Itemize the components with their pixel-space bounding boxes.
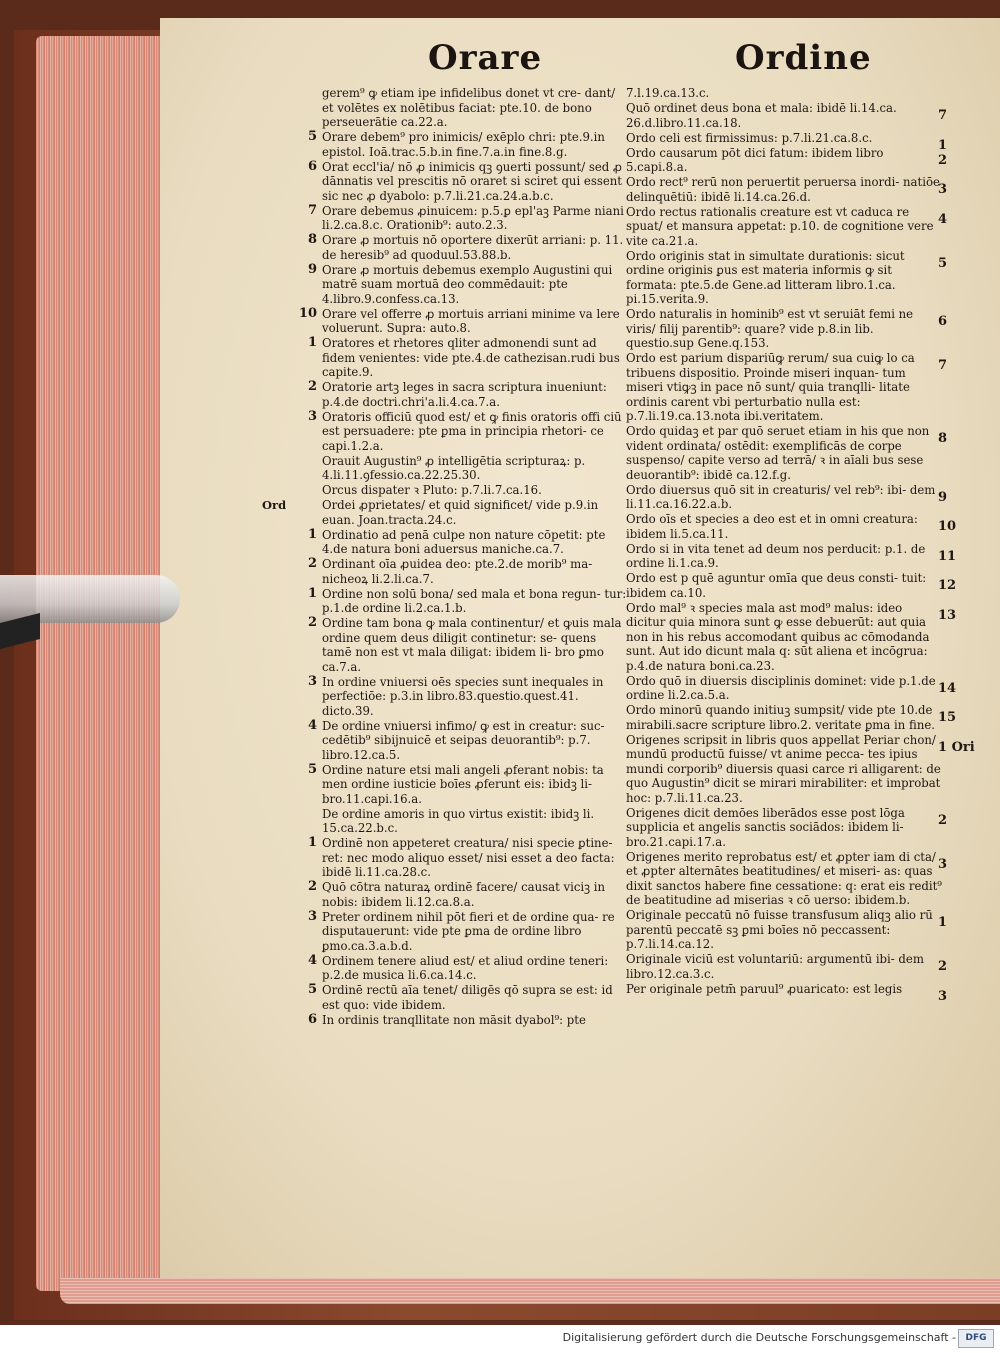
index-entry bbox=[262, 336, 627, 380]
index-entry bbox=[626, 732, 975, 806]
index-entry bbox=[626, 483, 946, 512]
entry-text: Ordo est p quē aguntur omīa que deus consti‑ tuit: ibidem ca.10. bbox=[626, 571, 927, 600]
entry-text: Ordei ꝓprietates/ et quid significet/ vide p.9.in euan. Joan.tracta.24.c. bbox=[322, 498, 599, 527]
entry-text: In ordine vniuersi oēs species sunt inequales in perfectiōe: p.3.in libro.83.questio.quest.41. dicto.39. bbox=[322, 674, 604, 718]
entry-number: 7 bbox=[307, 202, 317, 218]
entry-text: Orcus dispater ꝛ Pluto: p.7.li.7.ca.16. bbox=[322, 483, 542, 497]
entry-number: 7 bbox=[938, 358, 948, 373]
entry-text: Orare ꝓ mortuis nō oportere dixerūt arriani: p. 11. de heresib⁹ ad quoduul.53.88.b. bbox=[322, 233, 624, 262]
entry-text: Ordinē non appeteret creatura/ nisi specie ꝑtine‑ ret: nec modo aliquo esset/ nisi esset a deo facta: ibidē li.11.ca.28.c. bbox=[322, 836, 615, 879]
entry-number: 1 bbox=[938, 915, 948, 930]
index-entry bbox=[262, 836, 627, 880]
entry-text: Orat eccl'ia/ nō ꝓ inimicis qꝫ ꝯuerti possunt/ sed ꝓ dānnatis vel prescitis nō oraret si sciret qui essent sic nec ꝓ dyabolo: p.7.li.21.ca.24.a.b.c. bbox=[322, 159, 623, 203]
entry-text: Orare debem⁹ pro inimicis/ exēplo chri: pte.9.in epistol. Ioā.trac.5.b.in fine.7.a.in fine.8.g. bbox=[322, 130, 605, 159]
index-entry bbox=[626, 205, 946, 249]
index-entry bbox=[626, 307, 946, 351]
entry-number: 1 bbox=[307, 585, 317, 601]
index-entry bbox=[626, 703, 957, 732]
running-head-right: Ordine bbox=[735, 38, 872, 78]
entry-number: 9 bbox=[938, 489, 948, 505]
index-entry bbox=[262, 1013, 627, 1028]
entry-number: 5 bbox=[307, 761, 317, 777]
entry-text: Originale peccatū nō fuisse transfusum aliqꝫ alio rū parentū peccatē sꝫ ꝑmi boīes nō peccassent: p.7.li.14.ca.12. bbox=[626, 908, 933, 951]
index-entry bbox=[626, 981, 948, 1004]
entry-text: Ordo oīs et species a deo est et in omni creatura: ibidem li.5.ca.11. bbox=[626, 512, 918, 541]
entry-number: 15 bbox=[938, 710, 957, 725]
index-entry bbox=[626, 952, 946, 981]
entry-number: 11 bbox=[938, 548, 957, 564]
index-entry bbox=[626, 249, 946, 307]
entry-text: Origenes merito reprobatus est/ et ꝓpter iam di cta/ et ꝓpter alternātes beatitudines/ et miseri‑ as: quas dixit sanctos habere fine cessatione: q: erat eis redit⁹ de beatitudine ad miserias ꝛ cō uerso: ibidem.b. bbox=[626, 849, 942, 907]
entry-text: Ordinē rectū aīa tenet/ diligēs qō supra se est: id est quo: vide ibidem. bbox=[322, 983, 613, 1012]
entry-number: 13 bbox=[938, 607, 957, 623]
entry-number: 3 bbox=[938, 856, 948, 872]
entry-text: De ordine vniuersi infimo/ ꝙ est in creatur: suc‑ cedētib⁹ sibijnuicē et seipas deuorantib⁹: p.7. libro.12.ca.5. bbox=[322, 718, 605, 762]
entry-number: 2 bbox=[938, 812, 948, 828]
index-entry bbox=[262, 807, 627, 836]
index-entry bbox=[262, 380, 627, 409]
index-entry bbox=[262, 204, 627, 233]
index-entry bbox=[626, 512, 957, 541]
index-entry bbox=[626, 600, 957, 674]
entry-text: De ordine amoris in quo virtus existit: ibidꝫ li. 15.ca.22.b.c. bbox=[322, 806, 595, 835]
right-column bbox=[626, 86, 975, 1004]
entry-number: 4 bbox=[307, 952, 317, 968]
entry-number: 6 bbox=[307, 1011, 317, 1027]
entry-text: Ordo originis stat in simultate durationis: sicut ordine originis ꝑus est materia informis ꝙ sit formata: pte.5.de Gene.ad litteram libro.1.ca. pi.15.verita.9. bbox=[626, 248, 905, 306]
entry-number: 5 bbox=[938, 255, 948, 271]
entry-number: 4 bbox=[307, 717, 317, 733]
entry-number: 12 bbox=[938, 578, 957, 593]
entry-number: 3 bbox=[307, 408, 317, 424]
entry-number: Ord bbox=[262, 498, 287, 512]
entry-number: 10 bbox=[298, 305, 317, 321]
entry-number: 2 bbox=[307, 615, 317, 630]
entry-text: Ordo causarum pōt dici fatum: ibidem libro 5.capi.8.a. bbox=[626, 145, 884, 174]
entry-number: 2 bbox=[307, 879, 317, 894]
index-entry bbox=[262, 130, 627, 159]
entry-text: Ordine tam bona ꝙ mala continentur/ et ꝙuis mala ordine quem deus diligit continetur: se‑ quens tamē non est vt mala diligat: ibidem li‑ bro ꝑmo ca.7.a. bbox=[322, 616, 622, 674]
entry-text: Ordo rectus rationalis creature est vt caduca re spuat/ et mansura appetat: p.10. de cognitione vere vite ca.21.a. bbox=[626, 204, 934, 248]
left-column bbox=[262, 86, 627, 1028]
index-entry bbox=[626, 806, 946, 850]
entry-number: 14 bbox=[938, 680, 957, 696]
entry-text: Ordinant oīa ꝓuidea deo: pte.2.de morib⁹ ma‑ nicheoꝝ li.2.li.ca.7. bbox=[322, 557, 593, 586]
index-entry bbox=[262, 307, 627, 336]
entry-number: 6 bbox=[307, 158, 317, 174]
page-edges-bottom bbox=[60, 1278, 1000, 1304]
entry-number: 1 bbox=[307, 335, 317, 350]
index-entry bbox=[262, 880, 627, 909]
entry-text: Per originale petm̄ paruul⁹ ꝓuaricato: est legis bbox=[626, 981, 903, 996]
index-entry bbox=[626, 351, 946, 424]
entry-number: 3 bbox=[307, 908, 317, 924]
entry-text: Origenes dicit demōes liberādos esse post lōga supplicia et angelis sanctis sociādos: ibidem li‑ bro.21.capi.17.a. bbox=[626, 805, 905, 849]
entry-text: Ordine nature etsi mali angeli ꝓferant nobis: ta men ordine iusticie boīes ꝓferunt eis: ibidꝫ li‑ bro.11.capi.16.a. bbox=[322, 762, 604, 806]
index-entry bbox=[262, 763, 627, 807]
entry-text: Ordo rect⁹ rerū non peruertit peruersa inordi‑ natiōe delinquētiū: ibidē li.14.ca.26.d. bbox=[626, 175, 940, 204]
entry-text: Quō ordinet deus bona et mala: ibidē li.14.ca. 26.d.libro.11.ca.18. bbox=[626, 101, 897, 130]
entry-number: 3 bbox=[938, 182, 948, 197]
index-entry bbox=[262, 954, 627, 983]
entry-text: Ordo si in vita tenet ad deum nos perducit: p.1. de ordine li.1.ca.9. bbox=[626, 541, 926, 570]
entry-text: Ordo minorū quando initiuꝫ sumpsit/ vide pte 10.de mirabili.sacre scripture libro.2. veritate ꝑma in fine. bbox=[626, 703, 935, 732]
entry-text: Oratoris officiū quod est/ et ꝙ finis oratoris offi ciū est persuadere: pte ꝑma in principia rhetori‑ ce capi.1.2.a. bbox=[322, 409, 622, 453]
entry-text: Ordo mal⁹ ꝛ species mala ast mod⁹ malus: ideo dicitur quia minora sunt ꝙ esse debuerūt: aut quia non in his rebus accomodant quibus ac cōmodanda sunt. Aut ido dicunt mala q: sūt aliena et incōgrua: p.4.de natura boni.ca.23. bbox=[626, 600, 930, 673]
entry-text: Quō cōtra naturaꝝ ordinē facere/ causat viciꝫ in nobis: ibidem li.12.ca.8.a. bbox=[322, 880, 606, 909]
entry-number: 5 bbox=[307, 982, 317, 997]
index-entry bbox=[262, 557, 627, 586]
entry-number: 7 bbox=[938, 108, 948, 123]
entry-number: 1 bbox=[938, 137, 948, 153]
index-entry bbox=[626, 541, 957, 571]
index-entry bbox=[262, 233, 627, 262]
index-entry bbox=[262, 454, 627, 483]
entry-text: Preter ordinem nihil pōt fieri et de ordine qua‑ re disputauerunt: vide pte ꝑma de ordine libro ꝑmo.ca.3.a.b.d. bbox=[322, 909, 615, 953]
entry-text: Orare ꝓ mortuis debemus exemplo Augustini qui matrē suam mortuā deo commēdauit: pte 4.libro.9.confess.ca.13. bbox=[322, 262, 613, 306]
entry-text: Origenes scripsit in libris quos appellat Periar chon/ mundū productū fuisse/ vt anime pecca‑ tes ipius mundi corporib⁹ diuersis quasi carce ri alligarent: de quo Augustin⁹ dicit se mirari mirabiliter: et improbat hoc: p.7.li.11.ca.23. bbox=[626, 732, 941, 805]
entry-number: 2 bbox=[938, 152, 948, 168]
entry-number: 10 bbox=[938, 519, 957, 534]
funding-notice: Digitalisierung gefördert durch die Deutsche Forschungsgemeinschaft - bbox=[562, 1331, 956, 1344]
index-entry bbox=[262, 616, 627, 674]
running-head-left: Orare bbox=[428, 38, 543, 78]
entry-text: Ordine non solū bona/ sed mala et bona regun‑ tur: p.1.de ordine li.2.ca.1.b. bbox=[322, 586, 627, 615]
entry-text: Ordo est parium dispariūꝙ rerum/ sua cuiꝙ lo ca tribuens dispositio. Proinde miseri inquan‑ tum miseri vtiꝙꝫ in pace nō sunt/ quia tranqlli‑ litate ordinis carent vbi perturbatio nulla est: p.7.li.19.ca.13.nota ibi.veritatem. bbox=[626, 351, 915, 423]
index-entry bbox=[262, 719, 627, 763]
entry-number: 3 bbox=[938, 988, 948, 1004]
index-entry bbox=[262, 483, 627, 498]
entry-number: 2 bbox=[938, 959, 948, 974]
entry-text: Ordo quō in diuersis disciplinis dominet: vide p.1.de ordine li.2.ca.5.a. bbox=[626, 673, 936, 702]
index-entry bbox=[262, 910, 627, 954]
index-entry bbox=[626, 571, 957, 600]
entry-text: Originale viciū est voluntariū: argumentū ibi‑ dem libro.12.ca.3.c. bbox=[626, 952, 924, 981]
index-entry bbox=[626, 86, 946, 101]
entry-text: 7.l.19.ca.13.c. bbox=[626, 86, 710, 100]
entry-text: Ordinatio ad penā culpe non nature cōpetit: pte 4.de natura boni aduersus maniche.ca.7. bbox=[322, 527, 606, 556]
index-entry bbox=[262, 675, 627, 719]
index-entry bbox=[262, 498, 627, 527]
index-entry bbox=[262, 86, 627, 130]
entry-text: Ordo celi est firmissimus: p.7.li.21.ca.8.c. bbox=[626, 130, 873, 145]
entry-text: Orare debemus ꝓinuicem: p.5.ꝑ epl'aꝫ Parme niani li.2.ca.8.c. Orationib⁹: auto.2.3. bbox=[322, 203, 624, 232]
index-entry bbox=[626, 146, 946, 175]
index-entry bbox=[262, 263, 627, 307]
dfg-logo: DFG bbox=[958, 1329, 994, 1348]
entry-text: Orauit Augustin⁹ ꝓ intelligētia scripturaꝝ: p. 4.li.11.ꝯfessio.ca.22.25.30. bbox=[322, 453, 586, 482]
entry-number: 2 bbox=[307, 556, 317, 571]
entry-number: 6 bbox=[938, 314, 948, 329]
entry-number: 8 bbox=[307, 232, 317, 247]
entry-number: 3 bbox=[307, 673, 317, 689]
index-entry bbox=[626, 101, 946, 130]
entry-text: Ordo quidaꝫ et par quō seruet etiam in his que non vident ordinata/ ostēdit: exemplificās de corpe suspenso/ capite verso ad terrā/ ꝛ in aīali bus sese deuorantib⁹: ibidē ca.12.f.g. bbox=[626, 424, 930, 482]
footer-bar bbox=[0, 1325, 1000, 1353]
index-entry bbox=[626, 673, 957, 703]
entry-number: 1 bbox=[307, 835, 317, 850]
entry-number: 4 bbox=[938, 211, 948, 227]
entry-text: Orare vel offerre ꝓ mortuis arriani minime va lere voluerunt. Supra: auto.8. bbox=[322, 306, 620, 335]
entry-number: 5 bbox=[307, 129, 317, 144]
index-entry bbox=[626, 908, 946, 952]
entry-text: Ordo diuersus quō sit in creaturis/ vel reb⁹: ibi‑ dem li.11.ca.16.22.a.b. bbox=[626, 482, 936, 511]
index-entry bbox=[626, 850, 946, 908]
index-entry bbox=[262, 587, 627, 616]
index-entry bbox=[262, 410, 627, 454]
index-entry bbox=[626, 130, 948, 153]
entry-number: 8 bbox=[938, 431, 948, 446]
entry-number: 1 bbox=[307, 526, 317, 542]
entry-number: 1 Ori bbox=[938, 739, 975, 755]
index-entry bbox=[262, 983, 627, 1012]
index-entry bbox=[262, 160, 627, 204]
entry-text: Oratorie artꝫ leges in sacra scriptura inueniunt: p.4.de doctri.chri'a.li.4.ca.7.a. bbox=[322, 380, 607, 409]
entry-text: In ordinis tranqllitate non māsit dyabol⁹: pte bbox=[322, 1012, 586, 1027]
entry-text: Ordo naturalis in hominib⁹ est vt seruiāt femi ne viris/ filij parentib⁹: quare? vide p.8.in lib. questio.sup Gene.q.153. bbox=[626, 307, 914, 350]
page-edges-left bbox=[36, 36, 168, 1291]
index-entry bbox=[626, 424, 946, 482]
entry-text: Ordinem tenere aliud est/ et aliud ordine teneri: p.2.de musica li.6.ca.14.c. bbox=[322, 953, 609, 982]
index-entry bbox=[626, 175, 946, 204]
entry-text: Oratores et rhetores qliter admonendi sunt ad fidem venientes: vide pte.4.de cathezisan.rudi bus capite.9. bbox=[322, 336, 620, 379]
entry-number: 9 bbox=[307, 261, 317, 277]
entry-text: gerem⁹ ꝙ etiam ipe infidelibus donet vt cre‑ dant/ et volētes ex nolētibus faciat: pte.10. de bono perseuerātie ca.22.a. bbox=[322, 86, 616, 129]
entry-number: 2 bbox=[307, 379, 317, 394]
index-entry bbox=[262, 528, 627, 557]
